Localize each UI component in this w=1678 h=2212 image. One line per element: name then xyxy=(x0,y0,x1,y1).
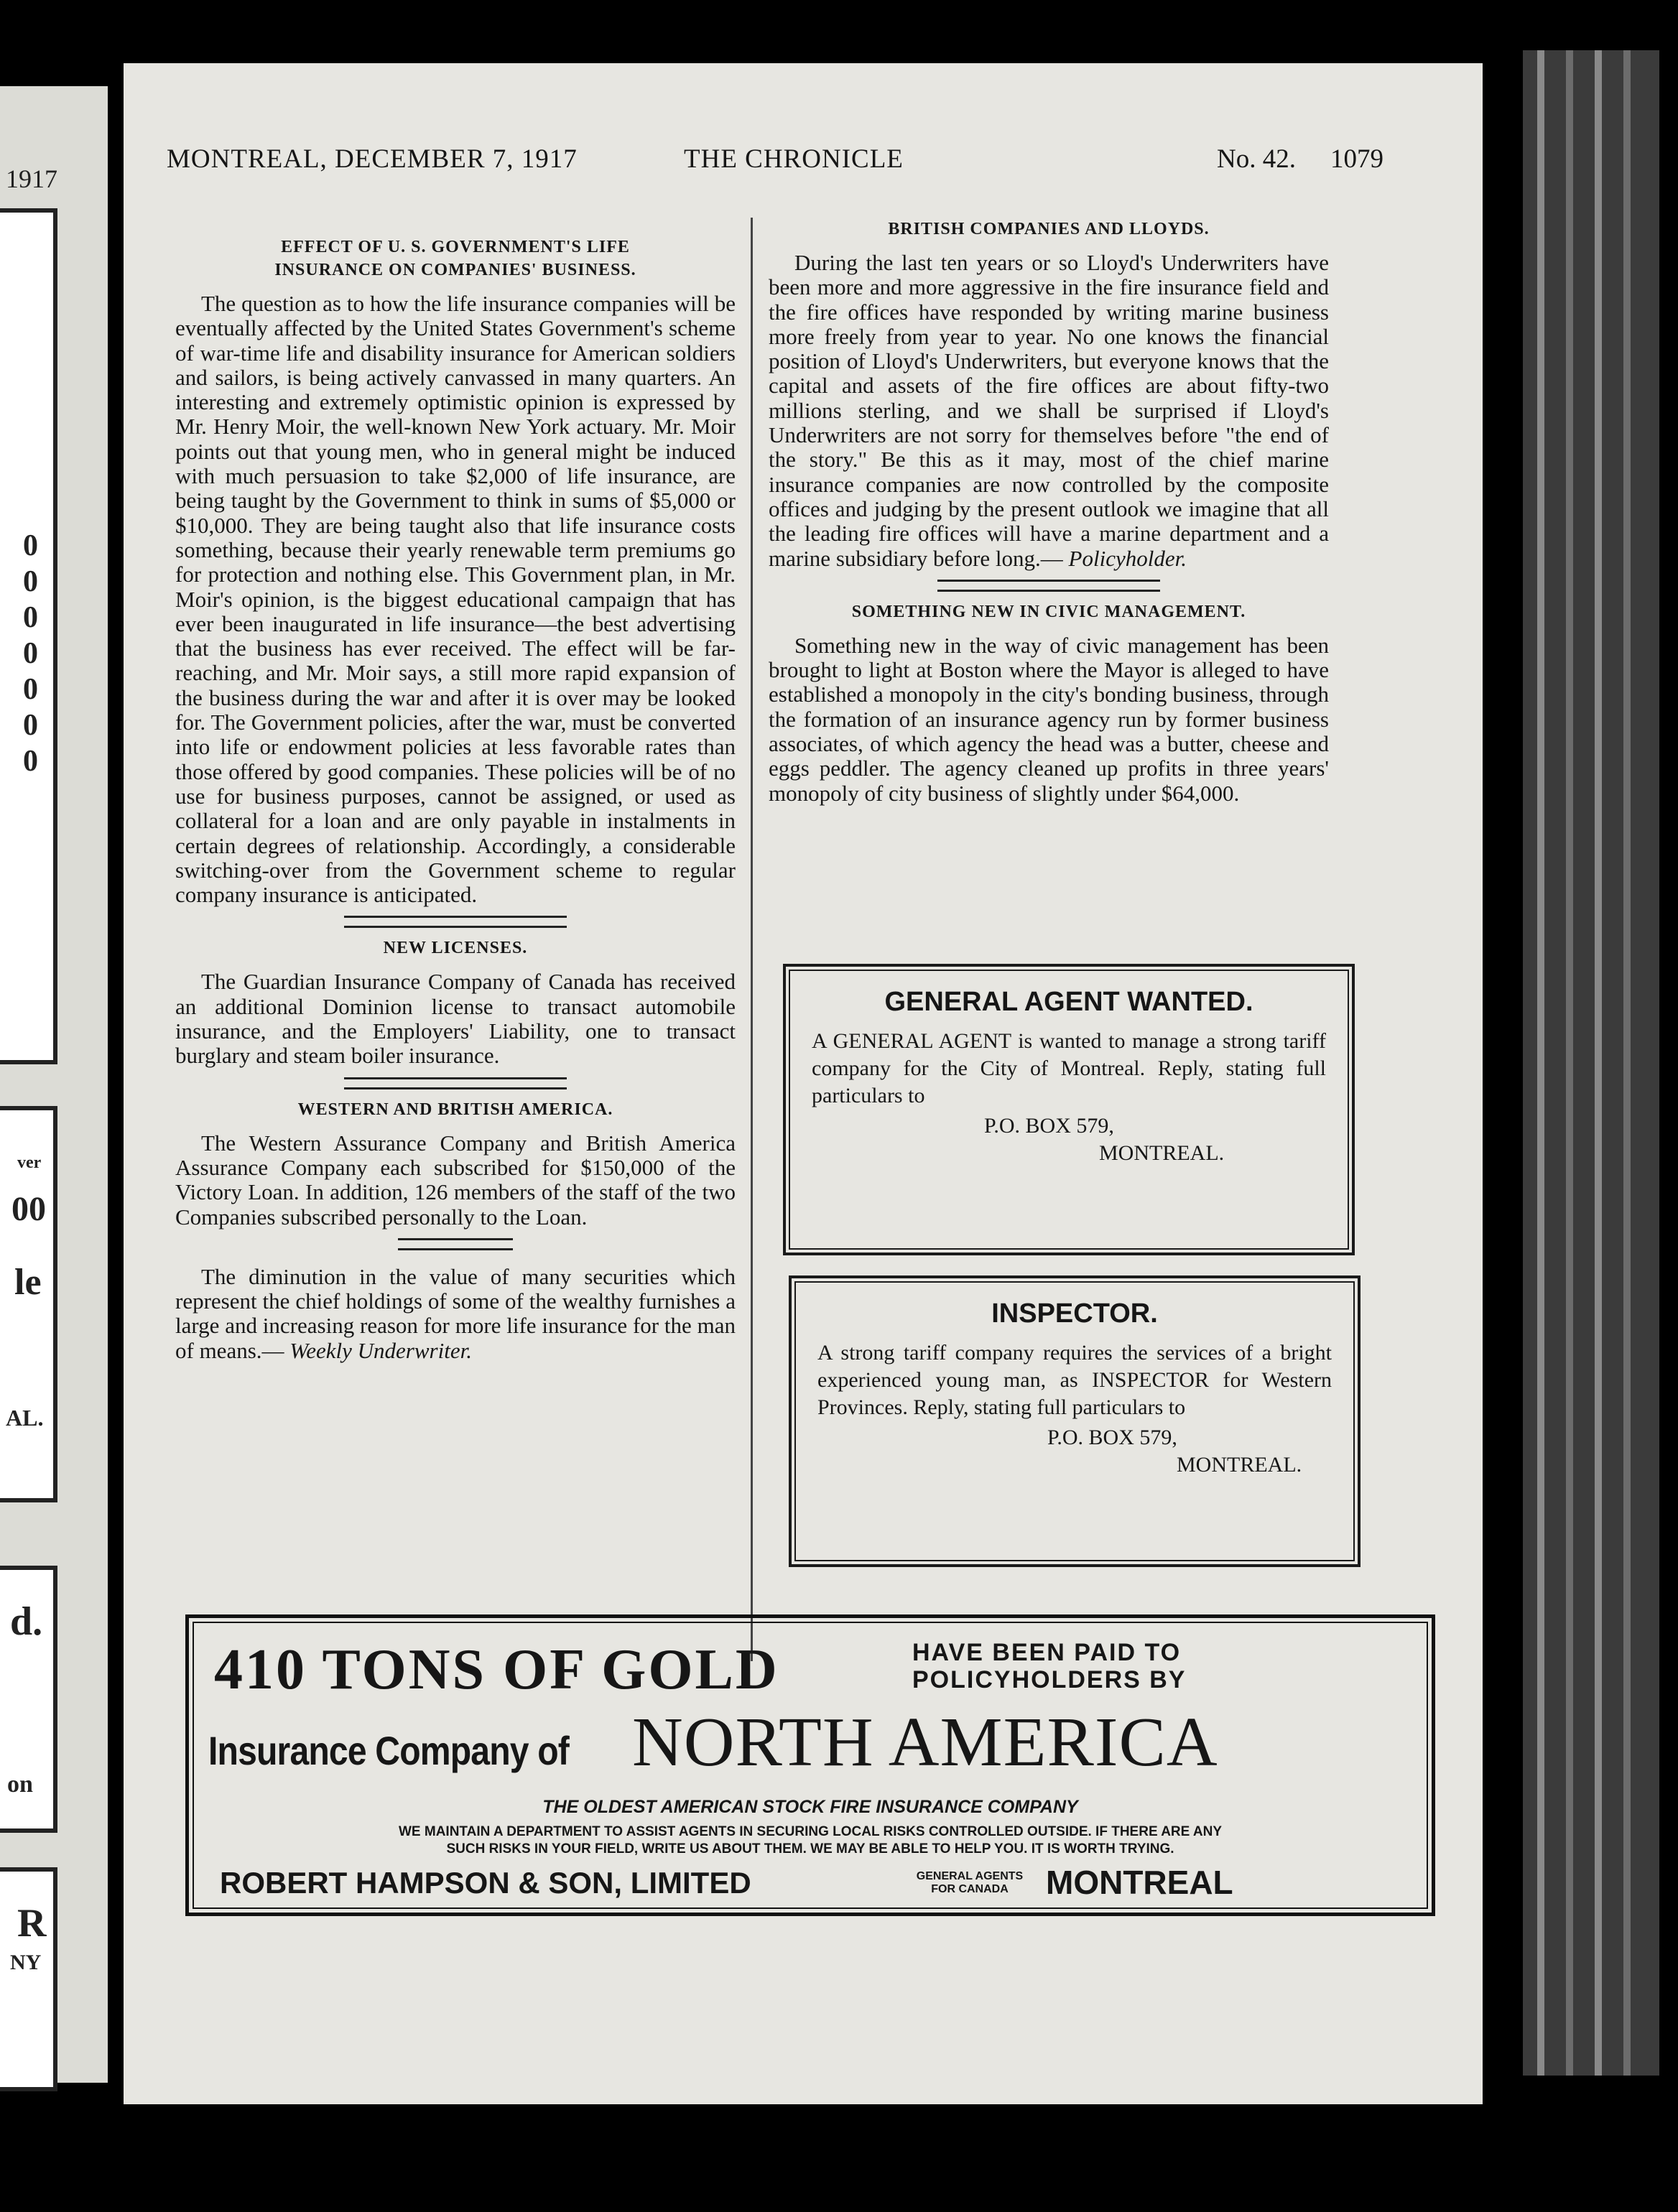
ad-agent-role-1: GENERAL AGENTS xyxy=(916,1870,1024,1882)
left-page-box-4 xyxy=(0,1867,57,2091)
ad-paid-line-1: HAVE BEEN PAID TO xyxy=(912,1639,1182,1666)
ad-company-prefix: Insurance Company of xyxy=(208,1728,569,1773)
left-fragment: 0 xyxy=(23,745,38,778)
article-body: The question as to how the life insurance companies will be eventually affected by the United States Government's scheme of war-time life and disability insurance for American soldiers and sailors, is being actively canvassed in many quarters. An interesting and extremely optimistic opinion is expressed by Mr. Henry Moir, the well-known New York actuary. Mr. Moir points out that young men, who in general might be induced with much persuasion to take $2,000 of life insurance, are being taught by the Government to think in sums of $5,000 or $10,000. They are being taught also that life insurance costs something, because their yearly renewable term premiums go for protection and nothing else. This Government plan, in Mr. Moir's opinion, is the biggest educational campaign that has ever been inaugurated in life insurance—the best advertising that the business has ever received. The effect will be far-reaching, and Mr. Moir says, a still more rapid expansion of the business during the war and after it is over may be looked for. The Government policies, after the war, must be converted into life or endowment policies at less favorable rates than those offered by good companies. These policies will be of no use for business purposes, cannot be assigned, or used as collateral for a loan and are only payable in instalments in certain degrees of relationship. Accordingly, a considerable switching-over from the Government scheme to regular company insurance is anticipated. xyxy=(175,291,736,908)
article-body: The Guardian Insurance Company of Canada has received an additional Dominion license to transact automobile insurance, and the Employers' Liability, one to transact burglary and steam boiler insurance. xyxy=(175,969,736,1069)
ad-agent-city: MONTREAL xyxy=(1046,1864,1233,1901)
dateline: MONTREAL, DECEMBER 7, 1917 xyxy=(167,144,578,174)
left-fragment: 0 xyxy=(23,529,38,562)
left-column xyxy=(175,236,736,1363)
left-fragment: 0 xyxy=(23,709,38,742)
page-number: 1079 xyxy=(1330,144,1383,174)
left-fragment: ver xyxy=(17,1153,42,1172)
ad-paid-line-2: POLICYHOLDERS BY xyxy=(912,1666,1187,1693)
ad-po-box: P.O. BOX 579, xyxy=(984,1114,1114,1138)
article-heading: NEW LICENSES. xyxy=(383,939,528,958)
book-binding xyxy=(1523,50,1659,2076)
left-fragment: le xyxy=(14,1262,42,1303)
ad-notice-line-2: SUCH RISKS IN YOUR FIELD, WRITE US ABOUT THEM. WE MAY BE ABLE TO HELP YOU. IT IS WORTH TRYING. xyxy=(446,1841,1174,1856)
article-heading: WESTERN AND BRITISH AMERICA. xyxy=(297,1100,613,1119)
left-fragment: 0 xyxy=(23,565,38,598)
left-fragment: 0 xyxy=(23,637,38,670)
article-heading: EFFECT OF U. S. GOVERNMENT'S LIFE xyxy=(281,238,630,256)
article-body xyxy=(175,1265,736,1363)
ad-po-box: P.O. BOX 579, xyxy=(1047,1426,1177,1449)
ad-city: MONTREAL. xyxy=(1099,1141,1225,1165)
left-fragment: NY xyxy=(10,1951,42,1974)
right-column xyxy=(769,218,1329,806)
article-text: During the last ten years or so Lloyd's Underwriters have been more and more aggressive in the fire insurance field and the fire offices have responded by writing marine business more freely from year to year. No one knows the financial position of Lloyd's Underwriters, but everyone knows that the capital and assets of the fire offices are about fifty-two millions sterling, and we shall be surprised if Lloyd's Underwriters are not sorry for themselves before "the end of the story." Be this as it may, most of the chief marine insurance companies are now controlled by the composite offices and judging by the present outlook we imagine that all the leading fire offices will have a marine department and a marine subsidiary before long.— xyxy=(769,250,1329,571)
left-fragment: 0 xyxy=(23,601,38,634)
north-america-ad xyxy=(185,1614,1435,1916)
section-rule xyxy=(937,580,1160,592)
left-page-box-2 xyxy=(0,1106,57,1502)
left-fragment: on xyxy=(7,1771,33,1798)
article-heading: INSURANCE ON COMPANIES' BUSINESS. xyxy=(274,261,636,279)
ad-title: INSPECTOR. xyxy=(991,1298,1158,1329)
column-divider xyxy=(751,218,753,1661)
ad-tagline: THE OLDEST AMERICAN STOCK FIRE INSURANCE COMPANY xyxy=(542,1797,1078,1817)
left-page-box-3 xyxy=(0,1566,57,1833)
ad-agent-name: ROBERT HAMPSON & SON, LIMITED xyxy=(220,1866,751,1900)
article-text: The diminution in the value of many securities which represent the chief holdings of some of the wealthy furnishes a large and increasing reason for more life insurance for the man of means.— xyxy=(175,1263,736,1363)
general-agent-ad xyxy=(783,964,1355,1255)
publication-title: THE CHRONICLE xyxy=(684,144,904,174)
page xyxy=(124,63,1483,2104)
section-rule xyxy=(344,916,567,928)
article-body: Something new in the way of civic management has been brought to light at Boston where the Mayor is alleged to have established a monopoly in the city's bonding business, through the formation of an insurance agency run by former business associates, of which agency the head was a butter, cheese and eggs peddler. The agency cleaned up profits in three years' monopoly of city business of slightly under $64,000. xyxy=(769,632,1329,806)
left-fragment: AL. xyxy=(6,1405,44,1431)
left-fragment: 00 xyxy=(11,1190,46,1228)
left-page-edge xyxy=(0,86,108,2083)
ad-agent-role-2: FOR CANADA xyxy=(931,1883,1009,1895)
article-heading: SOMETHING NEW IN CIVIC MANAGEMENT. xyxy=(851,602,1246,621)
article-source: Policyholder. xyxy=(1068,545,1187,571)
left-fragment: 0 xyxy=(23,673,38,706)
left-page-box-1 xyxy=(0,208,57,1064)
ad-body: A GENERAL AGENT is wanted to manage a strong tariff company for the City of Montreal. Reply, stating full particulars to xyxy=(812,1029,1326,1107)
issue-number: No. 42. xyxy=(1217,144,1296,174)
article-body xyxy=(769,251,1329,571)
ad-city: MONTREAL. xyxy=(1177,1453,1302,1477)
ad-notice-line-1: WE MAINTAIN A DEPARTMENT TO ASSIST AGENTS IN SECURING LOCAL RISKS CONTROLLED OUTSIDE. IF THERE ARE ANY xyxy=(398,1824,1222,1839)
left-page-year: 1917 xyxy=(6,164,57,193)
ad-body: A strong tariff company requires the services of a bright experienced young man, as INSPECTOR for Western Provinces. Reply, stating full particulars to xyxy=(817,1341,1332,1419)
inspector-ad xyxy=(789,1275,1361,1567)
section-rule xyxy=(344,1077,567,1089)
ad-headline: 410 TONS OF GOLD xyxy=(214,1638,779,1701)
section-rule xyxy=(398,1238,513,1250)
article-body: The Western Assurance Company and British America Assurance Company each subscribed for $150,000 of the Victory Loan. In addition, 126 members of the staff of the two Companies subscribed personally to the Loan. xyxy=(175,1130,736,1230)
ad-title: GENERAL AGENT WANTED. xyxy=(884,987,1253,1017)
article-heading: BRITISH COMPANIES AND LLOYDS. xyxy=(888,220,1210,238)
left-fragment: R xyxy=(17,1901,47,1946)
left-fragment: d. xyxy=(10,1599,43,1644)
page-header xyxy=(167,144,1440,180)
article-source: Weekly Underwriter. xyxy=(289,1337,472,1363)
ad-company-name: NORTH AMERICA xyxy=(632,1704,1218,1781)
